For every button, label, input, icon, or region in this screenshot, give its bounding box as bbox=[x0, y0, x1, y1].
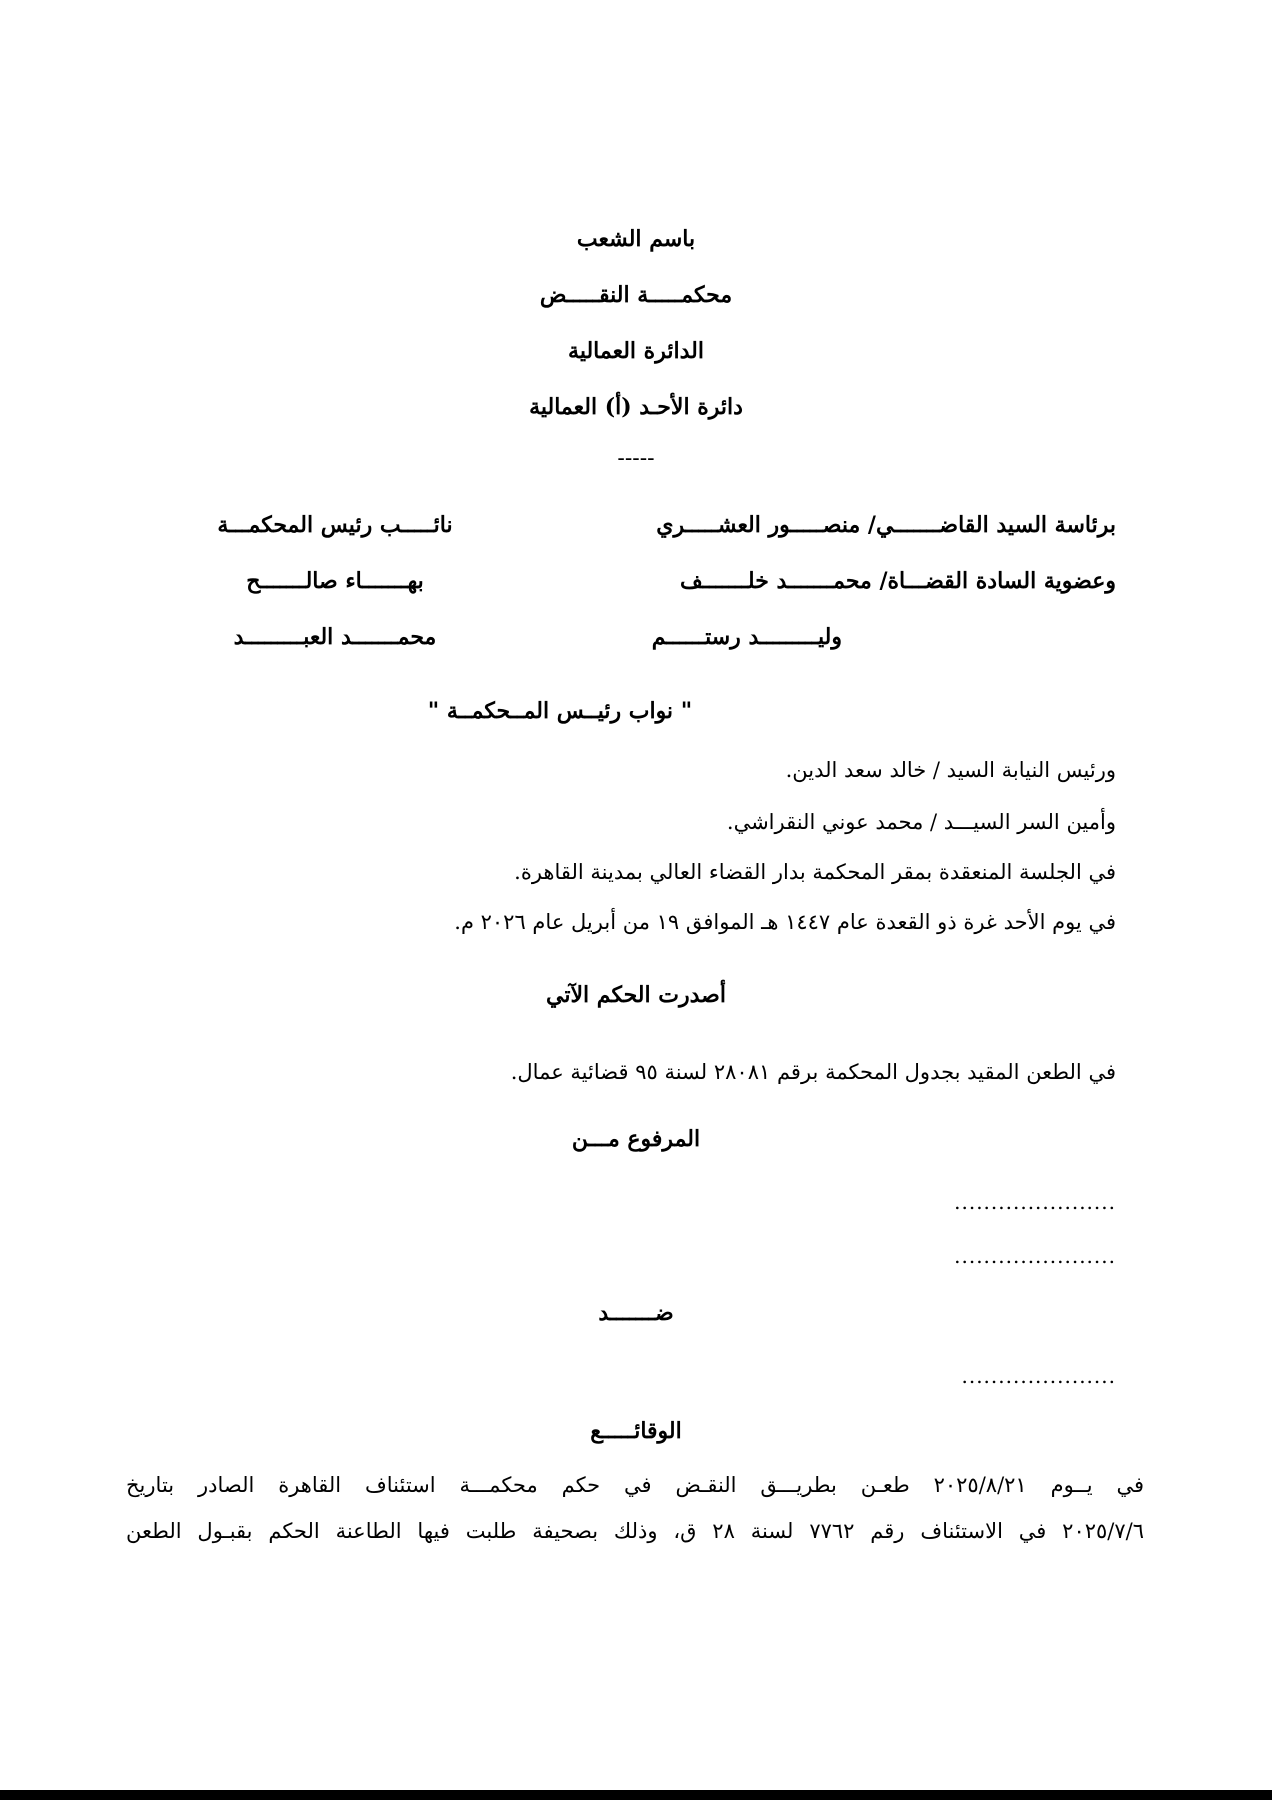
header-court-name: محكمـــــة النقـــــض bbox=[539, 282, 733, 308]
facts-paragraph-line-1: في يــوم ٢٠٢٥/٨/٢١ طعـن بطريـــق النقـض في حكم محكمـــة استئناف القاهرة الصادر بتاريخ bbox=[126, 1473, 1144, 1497]
panel-member-3: وليـــــــــد رستــــــم bbox=[651, 624, 842, 650]
header-in-the-name-of-the-people: باسم الشعب bbox=[576, 226, 696, 252]
session-venue: في الجلسة المنعقدة بمقر المحكمة بدار القضاء العالي بمدينة القاهرة. bbox=[514, 860, 1116, 884]
session-date: في يوم الأحد غرة ذو القعدة عام ١٤٤٧ هـ الموافق ١٩ من أبريل عام ٢٠٢٦ م. bbox=[454, 910, 1116, 934]
session-secretary: وأمين السر السيـــد / محمد عوني النقراشي. bbox=[726, 810, 1116, 834]
appellant-name-2: ...................... bbox=[954, 1244, 1116, 1268]
respondent-name-1: ..................... bbox=[961, 1364, 1116, 1388]
against-label: ضـــــــد bbox=[598, 1300, 674, 1326]
appellant-name-1: ...................... bbox=[954, 1190, 1116, 1214]
panel-deputies-note: " نواب رئيــس المــحكمــة " bbox=[427, 698, 693, 724]
ruling-title: أصدرت الحكم الآتي bbox=[546, 982, 726, 1008]
ruling-case-line: في الطعن المقيد بجدول المحكمة برقم ٢٨٠٨١ لسنة ٩٥ قضائية عمال. bbox=[510, 1060, 1116, 1084]
panel-president-title: نائـــــب رئيس المحكمـــة bbox=[217, 512, 453, 538]
appellant-label: المرفوع مـــن bbox=[571, 1126, 701, 1152]
header-labor-circuit: الدائرة العمالية bbox=[568, 338, 704, 364]
header-separator: ----- bbox=[617, 446, 655, 471]
facts-title: الوقائـــــع bbox=[590, 1418, 682, 1444]
page-bottom-border bbox=[0, 1790, 1272, 1800]
session-prosecution: ورئيس النيابة السيد / خالد سعد الدين. bbox=[785, 758, 1116, 782]
header-sunday-circuit: دائرة الأحـد (أ) العمالية bbox=[529, 394, 743, 420]
panel-president: برئاسة السيد القاضـــــــي/ منصـــــور العشـــــري bbox=[656, 512, 1116, 538]
panel-members-1: وعضوية السادة القضـــاة/ محمـــــــد خلـــــــف bbox=[680, 568, 1116, 594]
facts-paragraph-line-2: ٢٠٢٥/٧/٦ في الاستئناف رقم ٧٧٦٢ لسنة ٢٨ ق، وذلك بصحيفة طلبت فيها الطاعنة الحكم بقبـول الطعن bbox=[126, 1519, 1144, 1543]
panel-member-2: بهـــــــاء صالـــــــح bbox=[246, 568, 424, 594]
panel-member-4: محمـــــــد العبـــــــــد bbox=[233, 624, 437, 650]
